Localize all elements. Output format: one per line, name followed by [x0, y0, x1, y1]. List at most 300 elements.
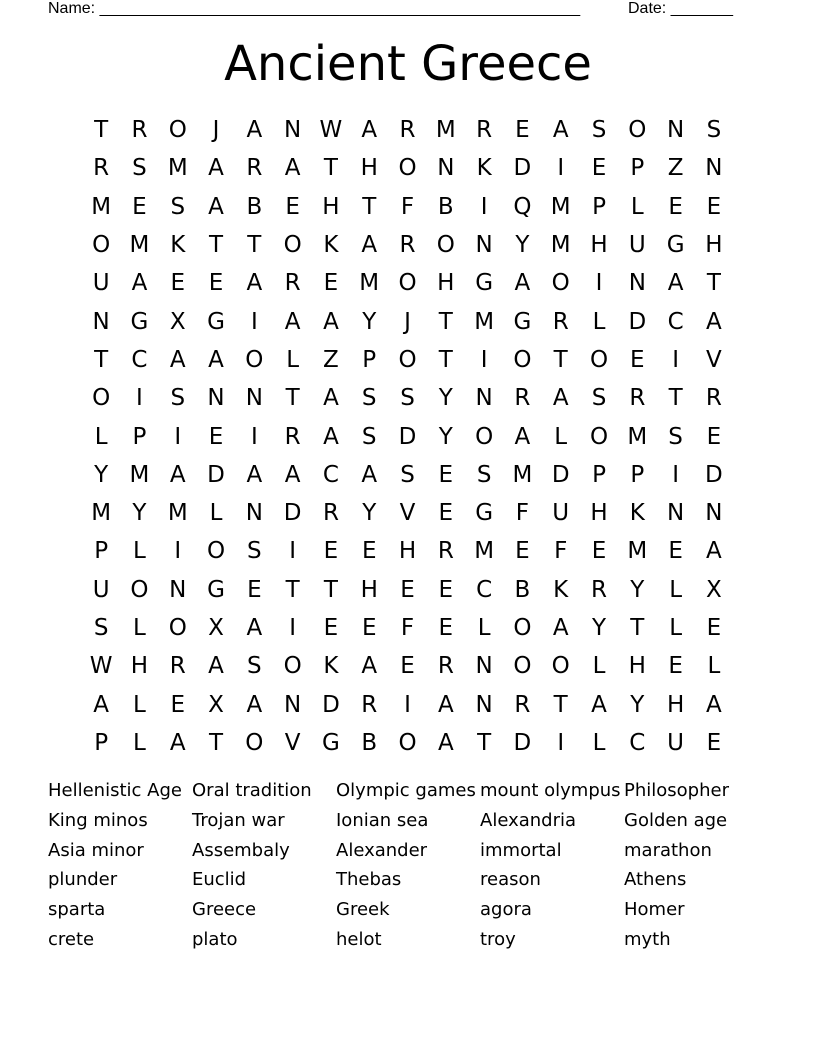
word-list [48, 779, 768, 958]
grid-letter: Y [362, 308, 377, 335]
grid-letter: S [247, 653, 262, 680]
grid-letter: F [400, 615, 415, 641]
grid-letter: B [514, 576, 531, 603]
grid-letter: R [322, 500, 339, 527]
grid-letter: B [246, 193, 263, 220]
grid-letter: R [131, 117, 148, 144]
grid-letter: L [209, 500, 223, 527]
grid-letter: O [245, 729, 264, 756]
grid-letter: S [132, 155, 147, 182]
grid-letter: A [208, 346, 224, 373]
grid-letter: I [404, 691, 411, 718]
grid-letter: O [283, 653, 302, 680]
grid-letter: O [206, 538, 226, 565]
grid-letter: Y [132, 500, 147, 527]
grid-letter: A [706, 538, 722, 565]
grid-letter: O [628, 117, 647, 144]
grid-letter: I [174, 538, 182, 565]
grid-letter: F [515, 500, 530, 527]
grid-letter: H [437, 270, 455, 297]
grid-letter: X [208, 615, 224, 641]
grid-letter: I [557, 729, 565, 756]
word-list-item: plato [192, 928, 238, 950]
grid-letter: Z [667, 155, 684, 182]
grid-letter: L [133, 538, 146, 565]
grid-letter: A [246, 270, 263, 297]
grid-letter: Y [515, 232, 530, 259]
grid-letter: I [174, 423, 182, 450]
grid-letter: M [129, 461, 150, 488]
grid-letter: A [208, 193, 224, 220]
grid-letter: E [208, 423, 224, 450]
grid-letter: I [672, 461, 679, 488]
word-list-item: Athens [624, 869, 687, 891]
grid-letter: N [475, 385, 493, 412]
letter-grid [82, 111, 733, 762]
grid-letter: M [129, 232, 150, 259]
grid-letter: T [285, 576, 300, 603]
grid-letter: E [247, 576, 262, 603]
grid-letter: S [591, 117, 607, 144]
grid-letter: I [480, 193, 488, 220]
grid-letter: M [627, 423, 648, 450]
grid-letter: O [130, 576, 149, 603]
word-list-item: Euclid [192, 869, 247, 891]
grid-letter: K [170, 232, 186, 259]
grid-letter: E [668, 538, 683, 565]
grid-letter: D [513, 729, 532, 756]
grid-letter: S [591, 385, 607, 412]
word-list-item: Oral tradition [192, 780, 312, 801]
word-list-item: immortal [480, 839, 562, 861]
grid-letter: V [706, 346, 722, 373]
grid-letter: X [169, 308, 186, 335]
word-list-item: Philosopher [624, 780, 729, 801]
grid-letter: D [283, 500, 302, 527]
grid-letter: M [627, 538, 648, 565]
grid-letter: Y [630, 691, 645, 718]
grid-letter: A [514, 423, 531, 450]
word-list-item: sparta [48, 899, 106, 921]
grid-letter: R [437, 538, 454, 565]
grid-letter: L [477, 615, 491, 641]
grid-letter: M [167, 155, 188, 182]
grid-letter: P [630, 461, 645, 488]
grid-letter: T [553, 346, 568, 373]
word-list-item: Thebas [336, 869, 402, 891]
grid-letter: H [398, 538, 417, 565]
grid-letter: P [630, 155, 645, 182]
grid-letter: N [245, 385, 263, 412]
grid-letter: R [552, 308, 569, 335]
grid-letter: R [399, 117, 416, 144]
grid-letter: A [208, 653, 224, 680]
grid-letter: O [551, 270, 570, 297]
grid-letter: A [208, 155, 224, 182]
grid-letter: C [322, 461, 339, 488]
word-list-item: Alexandria [480, 809, 577, 831]
grid-letter: N [207, 385, 225, 412]
grid-letter: O [398, 346, 417, 373]
grid-letter: H [322, 193, 340, 220]
grid-letter: I [672, 346, 679, 373]
grid-letter: N [475, 691, 493, 718]
grid-letter: E [132, 193, 147, 220]
grid-letter: O [513, 346, 532, 373]
grid-letter: P [94, 729, 109, 756]
grid-letter: T [209, 232, 224, 259]
grid-letter: E [323, 538, 339, 565]
grid-letter: M [512, 461, 533, 488]
grid-letter: U [92, 576, 110, 603]
grid-letter: R [629, 385, 646, 412]
grid-letter: I [250, 308, 258, 335]
grid-letter: R [591, 576, 607, 603]
grid-letter: E [668, 653, 683, 680]
word-list-item: Homer [624, 899, 685, 921]
grid-letter: X [208, 691, 224, 718]
grid-letter: P [94, 538, 109, 565]
grid-letter: G [207, 308, 225, 335]
grid-letter: J [212, 117, 220, 144]
grid-letter: O [589, 346, 609, 373]
word-list-item: myth [624, 928, 671, 950]
grid-letter: K [629, 500, 645, 527]
grid-letter: G [130, 308, 149, 335]
grid-letter: C [476, 576, 493, 603]
grid-letter: A [323, 423, 339, 450]
grid-letter: G [322, 729, 340, 756]
word-list-item: Olympic games [336, 780, 476, 801]
grid-letter: S [247, 538, 262, 565]
grid-letter: O [168, 615, 187, 641]
grid-letter: L [707, 653, 721, 680]
grid-letter: N [475, 232, 493, 259]
grid-letter: H [360, 155, 378, 182]
word-list-item: Trojan war [192, 809, 285, 831]
grid-letter: I [289, 615, 297, 641]
grid-letter: H [590, 500, 608, 527]
grid-letter: R [246, 155, 263, 182]
grid-letter: I [595, 270, 603, 297]
grid-letter: I [136, 385, 143, 412]
grid-letter: T [630, 615, 645, 641]
grid-letter: V [399, 500, 416, 527]
grid-letter: L [94, 423, 108, 450]
grid-letter: M [474, 308, 495, 335]
grid-letter: F [554, 538, 568, 565]
grid-letter: A [284, 308, 301, 335]
grid-letter: O [398, 270, 417, 297]
grid-letter: E [323, 615, 339, 641]
grid-letter: O [92, 385, 111, 412]
grid-letter: N [666, 500, 685, 527]
grid-letter: O [398, 155, 417, 182]
grid-letter: L [286, 346, 300, 373]
grid-letter: A [169, 346, 186, 373]
grid-letter: B [437, 193, 454, 220]
grid-letter: H [628, 653, 646, 680]
grid-letter: X [706, 576, 722, 603]
grid-letter: L [133, 615, 146, 641]
grid-letter: D [513, 155, 532, 182]
grid-letter: A [591, 691, 607, 718]
grid-letter: A [361, 461, 378, 488]
grid-letter: O [513, 615, 532, 641]
grid-letter: L [630, 193, 644, 220]
grid-letter: N [92, 308, 110, 335]
grid-letter: G [475, 270, 494, 297]
grid-letter: M [550, 232, 571, 259]
grid-letter: E [706, 193, 722, 220]
grid-letter: E [285, 193, 300, 220]
grid-letter: P [592, 193, 606, 220]
grid-letter: E [438, 500, 454, 527]
grid-letter: O [589, 423, 609, 450]
grid-letter: R [169, 653, 186, 680]
grid-letter: L [592, 729, 606, 756]
grid-letter: T [285, 385, 300, 412]
word-list-item: Greece [192, 899, 257, 921]
name-field-label: Name: ______________________________________________________ [48, 0, 581, 17]
grid-letter: W [89, 653, 113, 680]
grid-letter: O [168, 117, 187, 144]
grid-letter: E [438, 461, 454, 488]
grid-letter: L [669, 576, 683, 603]
grid-letter: A [169, 729, 186, 756]
grid-letter: N [628, 270, 646, 297]
grid-letter: T [668, 385, 683, 412]
grid-letter: E [361, 615, 377, 641]
grid-letter: H [130, 653, 149, 680]
grid-letter: A [93, 691, 110, 718]
grid-letter: Y [438, 385, 453, 412]
grid-letter: E [515, 538, 530, 565]
grid-letter: A [361, 117, 378, 144]
grid-letter: G [207, 576, 225, 603]
grid-letter: R [514, 691, 531, 718]
grid-letter: A [323, 385, 339, 412]
grid-letter: E [630, 346, 645, 373]
grid-letter: T [477, 729, 492, 756]
grid-letter: O [436, 232, 455, 259]
grid-letter: C [629, 729, 646, 756]
grid-letter: O [475, 423, 494, 450]
word-list-item: Alexander [336, 839, 428, 861]
grid-letter: M [550, 193, 571, 220]
grid-letter: C [667, 308, 684, 335]
grid-letter: Y [94, 461, 109, 488]
grid-letter: R [476, 117, 493, 144]
grid-letter: I [250, 423, 258, 450]
grid-letter: O [245, 346, 264, 373]
grid-letter: V [284, 729, 301, 756]
grid-letter: O [283, 232, 302, 259]
grid-letter: A [246, 615, 263, 641]
grid-letter: N [705, 155, 723, 182]
word-list-item: Greek [336, 899, 390, 921]
grid-letter: I [480, 346, 488, 373]
grid-letter: E [170, 270, 186, 297]
grid-letter: G [666, 232, 685, 259]
grid-letter: E [438, 576, 454, 603]
grid-letter: E [668, 193, 683, 220]
grid-letter: D [207, 461, 225, 488]
word-list-item: Golden age [624, 809, 728, 831]
grid-letter: H [666, 691, 685, 718]
date-field-label: Date: _______ [628, 0, 733, 17]
grid-letter: A [284, 461, 301, 488]
grid-letter: E [706, 729, 722, 756]
grid-letter: A [284, 155, 301, 182]
grid-letter: U [552, 500, 570, 527]
grid-letter: O [551, 653, 570, 680]
grid-letter: O [513, 653, 532, 680]
grid-letter: T [362, 193, 377, 220]
grid-letter: T [438, 308, 453, 335]
grid-letter: M [167, 500, 188, 527]
grid-letter: T [323, 576, 338, 603]
grid-letter: L [554, 423, 568, 450]
grid-letter: H [590, 232, 608, 259]
grid-letter: A [706, 308, 722, 335]
grid-letter: N [666, 117, 685, 144]
grid-letter: M [474, 538, 495, 565]
grid-letter: E [706, 423, 722, 450]
grid-letter: R [399, 232, 416, 259]
grid-letter: S [170, 193, 186, 220]
grid-letter: M [359, 270, 380, 297]
word-list-item: mount olympus [480, 780, 621, 801]
grid-letter: Z [323, 346, 339, 373]
grid-letter: A [437, 691, 454, 718]
grid-letter: J [404, 308, 411, 335]
grid-letter: S [93, 615, 109, 641]
grid-letter: T [94, 346, 109, 373]
grid-letter: Y [438, 423, 453, 450]
grid-letter: S [706, 117, 722, 144]
grid-letter: U [667, 729, 685, 756]
grid-letter: K [553, 576, 569, 603]
grid-letter: T [438, 346, 453, 373]
grid-letter: A [667, 270, 684, 297]
header [48, 0, 768, 20]
grid-letter: B [361, 729, 378, 756]
grid-letter: L [133, 729, 146, 756]
grid-letter: T [247, 232, 262, 259]
word-list-item: Ionian sea [336, 809, 429, 831]
grid-letter: N [437, 155, 455, 182]
grid-letter: A [552, 117, 569, 144]
grid-letter: A [361, 232, 378, 259]
grid-letter: E [400, 653, 415, 680]
grid-letter: D [322, 691, 340, 718]
grid-letter: P [132, 423, 147, 450]
grid-letter: H [705, 232, 723, 259]
grid-letter: R [361, 691, 378, 718]
word-list-item: crete [48, 928, 95, 950]
grid-letter: S [400, 461, 415, 488]
grid-letter: A [246, 461, 263, 488]
grid-letter: N [284, 117, 302, 144]
grid-letter: S [668, 423, 683, 450]
grid-letter: N [705, 500, 723, 527]
grid-letter: E [591, 538, 607, 565]
grid-letter: S [361, 423, 377, 450]
grid-letter: E [438, 615, 454, 641]
word-list-item: reason [480, 869, 541, 891]
grid-letter: A [361, 653, 378, 680]
page-title: Ancient Greece [224, 36, 592, 92]
grid-letter: R [93, 155, 110, 182]
grid-letter: I [289, 538, 297, 565]
grid-letter: F [400, 193, 415, 220]
grid-letter: A [706, 691, 722, 718]
grid-letter: O [92, 232, 111, 259]
grid-letter: L [669, 615, 683, 641]
grid-letter: W [319, 117, 343, 144]
word-list-item: marathon [624, 839, 712, 861]
word-list-item: troy [480, 928, 516, 950]
grid-letter: N [475, 653, 493, 680]
grid-letter: L [592, 653, 606, 680]
grid-letter: G [513, 308, 532, 335]
grid-letter: D [398, 423, 417, 450]
grid-letter: E [591, 155, 607, 182]
grid-letter: R [705, 385, 722, 412]
grid-letter: Y [591, 615, 607, 641]
grid-letter: P [362, 346, 377, 373]
grid-letter: U [92, 270, 110, 297]
grid-letter: A [437, 729, 454, 756]
grid-letter: H [360, 576, 378, 603]
grid-letter: Y [630, 576, 645, 603]
grid-letter: I [557, 155, 565, 182]
grid-letter: P [592, 461, 606, 488]
grid-letter: E [400, 576, 415, 603]
grid-letter: K [476, 155, 492, 182]
grid-letter: A [514, 270, 531, 297]
grid-letter: R [284, 270, 301, 297]
grid-letter: C [131, 346, 148, 373]
grid-letter: A [246, 691, 263, 718]
grid-letter: N [284, 691, 302, 718]
grid-letter: Y [362, 500, 377, 527]
grid-letter: A [552, 385, 569, 412]
grid-letter: U [628, 232, 646, 259]
grid-letter: M [435, 117, 456, 144]
grid-letter: K [323, 653, 339, 680]
word-list-item: helot [336, 928, 382, 950]
grid-letter: Q [513, 193, 532, 220]
grid-letter: D [628, 308, 647, 335]
grid-letter: S [170, 385, 186, 412]
grid-letter: L [592, 308, 606, 335]
grid-letter: N [169, 576, 187, 603]
grid-letter: R [437, 653, 454, 680]
grid-letter: G [475, 500, 494, 527]
grid-letter: O [398, 729, 417, 756]
grid-letter: A [552, 615, 569, 641]
grid-letter: S [400, 385, 415, 412]
grid-letter: T [553, 691, 568, 718]
grid-letter: M [91, 500, 112, 527]
grid-letter: R [284, 423, 301, 450]
word-list-item: Asia minor [48, 839, 144, 861]
grid-letter: L [133, 691, 146, 718]
grid-letter: A [246, 117, 263, 144]
grid-letter: D [551, 461, 570, 488]
